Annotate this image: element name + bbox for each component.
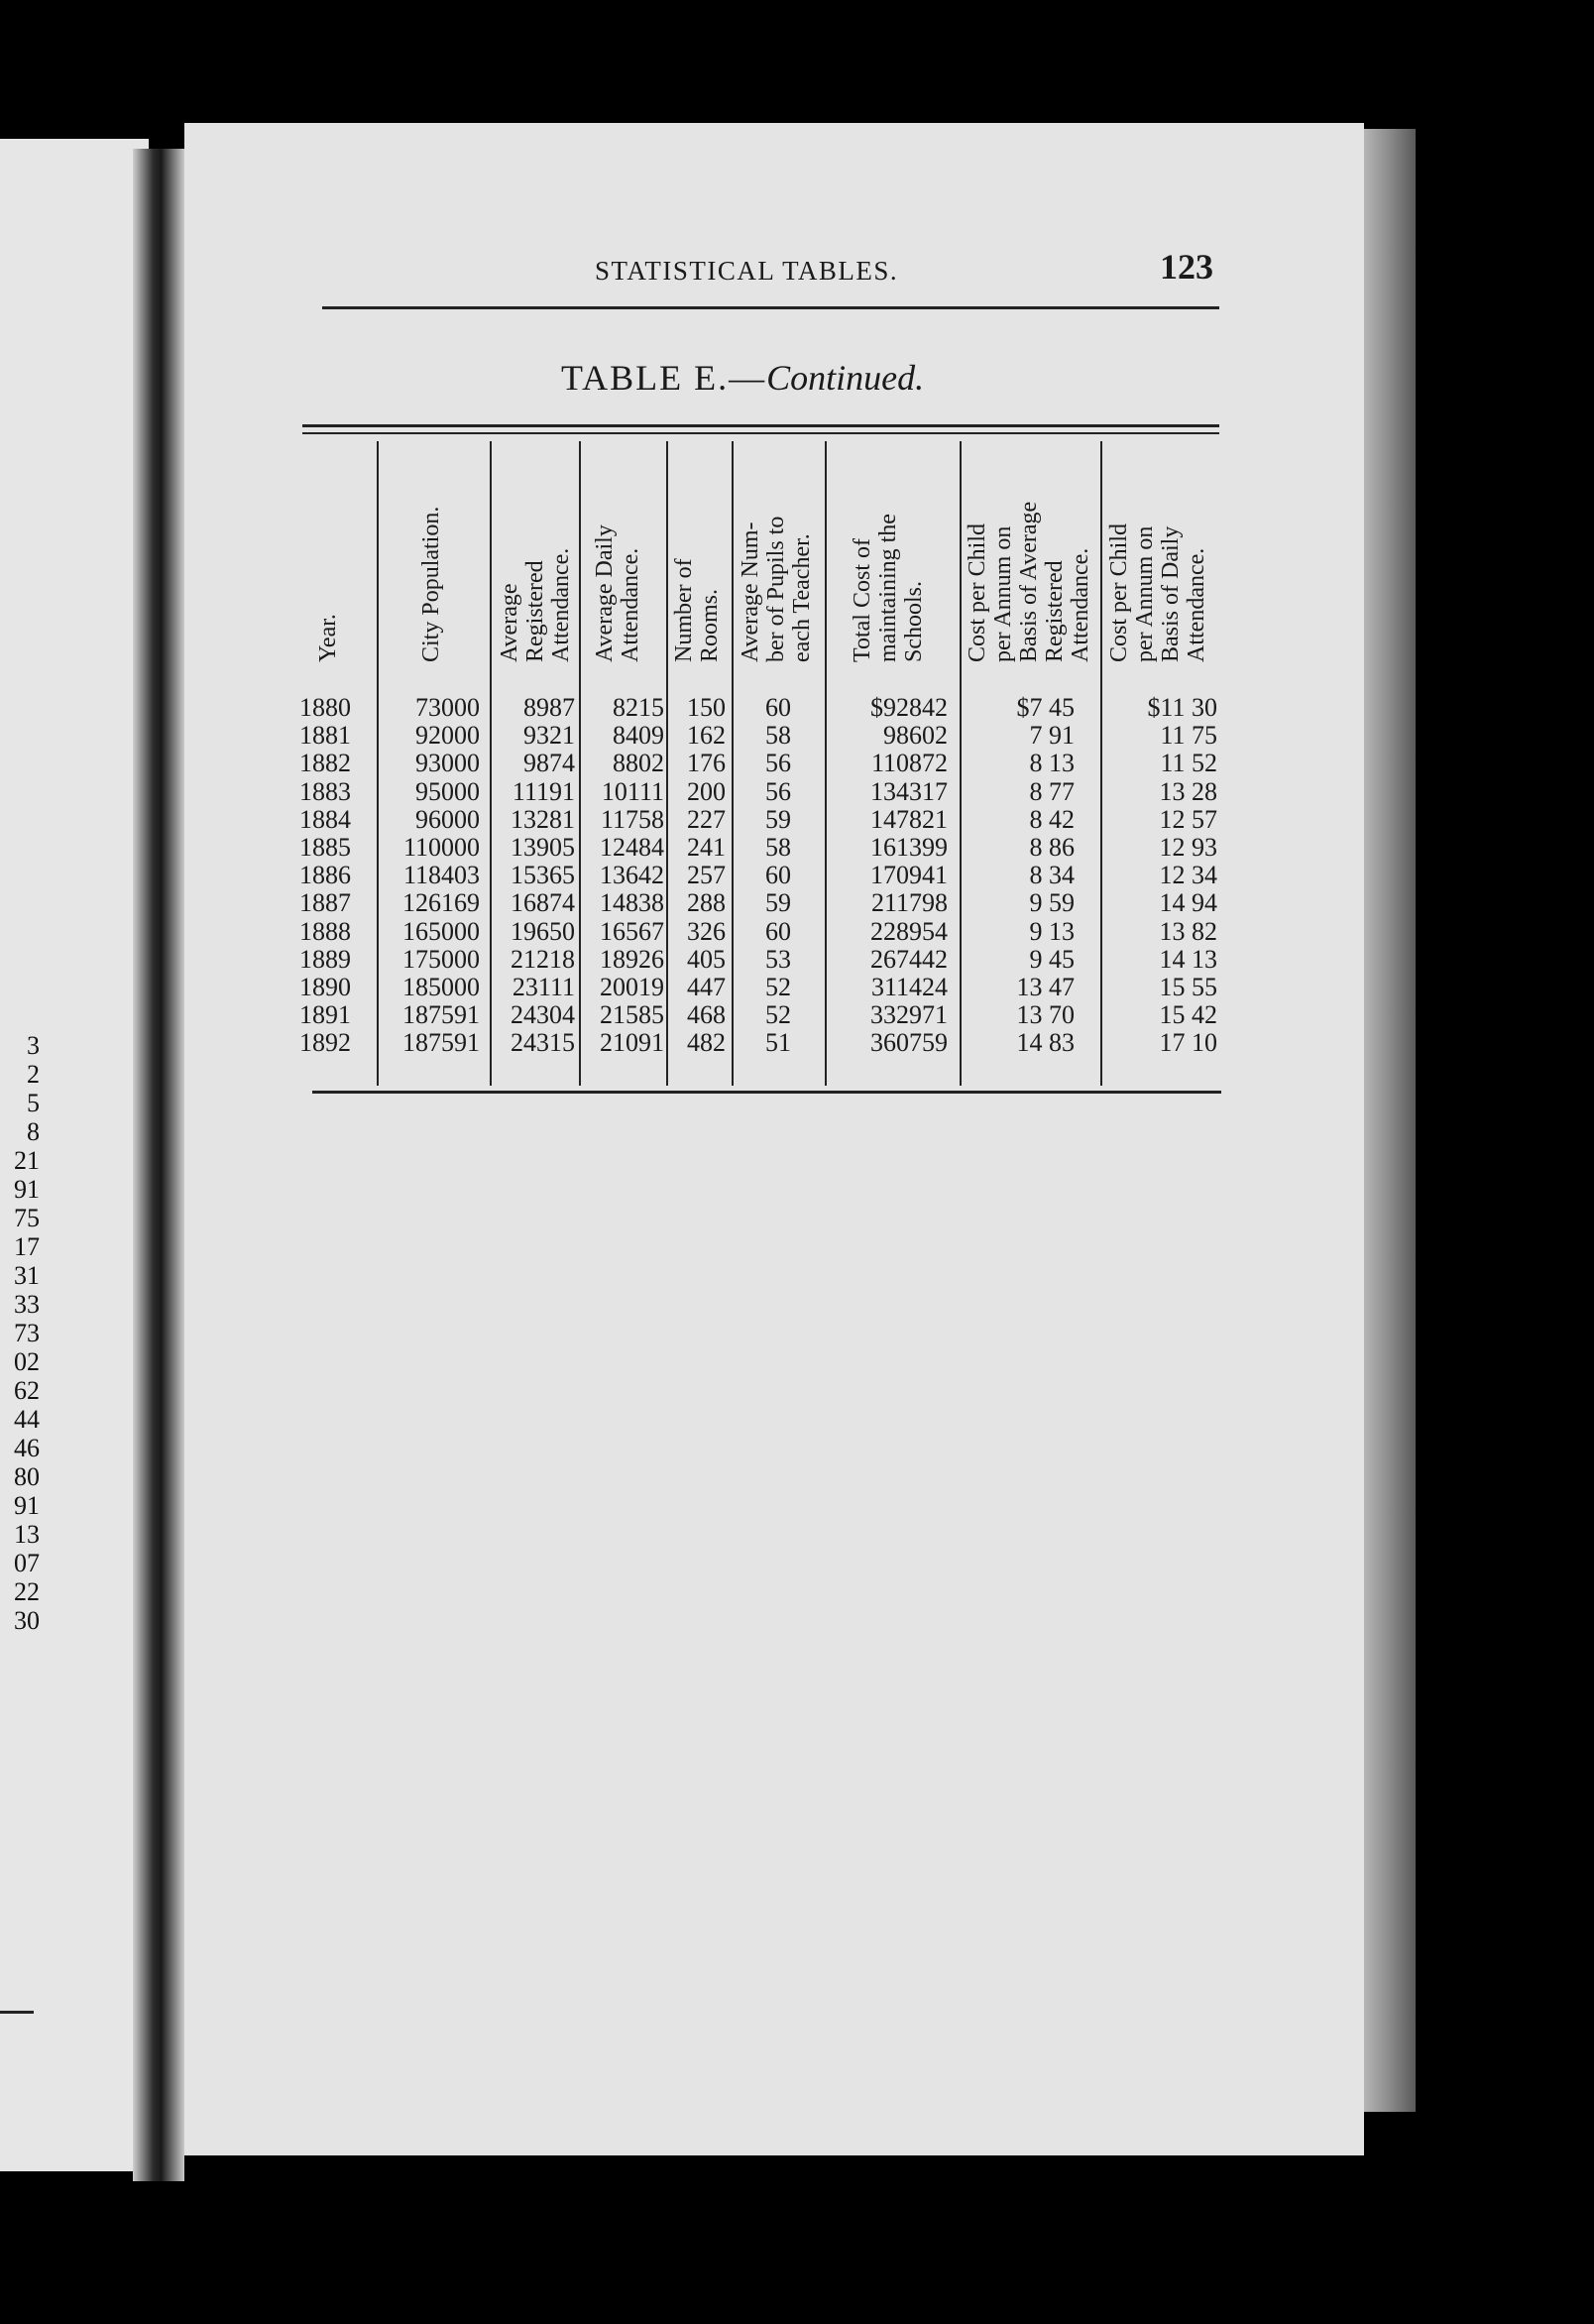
left-margin-number: 80 [14, 1462, 40, 1491]
table-cell: 1883 [299, 776, 351, 806]
table-cell: 21585 [600, 1000, 664, 1030]
left-margin-number: 31 [14, 1261, 40, 1290]
table-cell: 18926 [600, 944, 664, 974]
col-city-population [383, 694, 480, 1057]
table-cell: 257 [687, 861, 726, 890]
table-cell: 1891 [299, 1000, 351, 1030]
left-margin-number: 07 [14, 1549, 40, 1577]
col-year [299, 694, 359, 1057]
header-rule [322, 306, 1219, 309]
table-cell: 326 [687, 916, 726, 946]
book-gutter [133, 149, 184, 2181]
table-cell: 175000 [402, 944, 480, 974]
running-head: STATISTICAL TABLES. [595, 256, 899, 286]
left-margin-number: 3 [27, 1031, 40, 1060]
table-cell: 185000 [402, 972, 480, 1001]
table-cell: 12484 [600, 832, 664, 862]
table-cell: 447 [687, 972, 726, 1001]
left-margin-number: 62 [14, 1376, 40, 1405]
table-cell: 10111 [601, 776, 664, 806]
table-cell: 13905 [511, 832, 575, 862]
table-cell: 73000 [415, 693, 480, 722]
table-cell: 53 [765, 944, 791, 974]
table-cell: 56 [765, 776, 791, 806]
table-cell: 11 52 [1160, 749, 1217, 778]
col-head-avg-registered: Average Registered Attendance. [497, 547, 574, 662]
col-head-total-cost: Total Cost of maintaining the Schools. [850, 514, 927, 662]
table-cell: $92842 [870, 693, 948, 722]
table-cell: 8 34 [1029, 861, 1075, 890]
table-cell: 1886 [299, 861, 351, 890]
table-cell: 11 75 [1160, 721, 1217, 751]
table-cell: 14 83 [1016, 1028, 1075, 1058]
table-cell: 8 42 [1029, 804, 1075, 834]
table-cell: 360759 [870, 1028, 948, 1058]
table-cell: 23111 [512, 972, 575, 1001]
table-top-rule-2 [302, 432, 1219, 434]
table-cell: 110872 [870, 749, 948, 778]
table-cell: 8987 [523, 693, 575, 722]
table-cell: 211798 [870, 888, 948, 918]
table-cell: 8 77 [1029, 776, 1075, 806]
left-margin-number: 73 [14, 1319, 40, 1347]
table-cell: 1888 [299, 916, 351, 946]
table-cell: 1881 [299, 721, 351, 751]
col-head-pupils-per-teacher: Average Num- ber of Pupils to each Teacher. [738, 516, 815, 662]
left-margin-number: 8 [27, 1117, 40, 1146]
table-cell: 1885 [299, 832, 351, 862]
table-cell: 21218 [511, 944, 575, 974]
table-cell: 19650 [511, 916, 575, 946]
left-page [0, 139, 149, 2171]
table-cell: 15365 [511, 861, 575, 890]
table-cell: 126169 [402, 888, 480, 918]
col-avg-daily [583, 694, 664, 1057]
table-cell: 118403 [402, 861, 480, 890]
table-cell: 187591 [402, 1028, 480, 1058]
left-margin-number: 91 [14, 1175, 40, 1204]
column-divider [490, 441, 492, 1086]
left-margin-number: 91 [14, 1491, 40, 1520]
table-cell: 150 [687, 693, 726, 722]
table-cell: 15 42 [1159, 1000, 1217, 1030]
left-margin-number: 44 [14, 1405, 40, 1434]
table-cell: 96000 [415, 804, 480, 834]
left-margin-number: 75 [14, 1204, 40, 1232]
page-edge [1364, 129, 1416, 2112]
table-cell: 468 [687, 1000, 726, 1030]
column-divider [377, 441, 379, 1086]
table-cell: 227 [687, 804, 726, 834]
table-cell: 12 93 [1159, 832, 1217, 862]
table-cell: 1892 [299, 1028, 351, 1058]
table-cell: 12 34 [1159, 861, 1217, 890]
table-cell: 9321 [523, 721, 575, 751]
table-cell: 21091 [600, 1028, 664, 1058]
page-number: 123 [1160, 247, 1213, 287]
table-cell: 1882 [299, 749, 351, 778]
table-cell: 52 [765, 1000, 791, 1030]
left-page-rule [0, 2011, 34, 2014]
table-cell: 200 [687, 776, 726, 806]
table-cell: 56 [765, 749, 791, 778]
table-cell: 1880 [299, 693, 351, 722]
table-cell: 58 [765, 721, 791, 751]
column-divider [579, 441, 581, 1086]
col-cost-registered [964, 694, 1075, 1057]
table-cell: 8215 [613, 693, 664, 722]
left-margin-number: 33 [14, 1290, 40, 1319]
table-cell: 11758 [600, 804, 664, 834]
table-cell: 147821 [870, 804, 948, 834]
table-cell: 176 [687, 749, 726, 778]
table-cell: 8802 [613, 749, 664, 778]
table-cell: 13642 [600, 861, 664, 890]
table-cell: 59 [765, 888, 791, 918]
table-cell: 13 28 [1159, 776, 1217, 806]
table-cell: 9874 [523, 749, 575, 778]
table-cell: 60 [765, 861, 791, 890]
column-divider [960, 441, 962, 1086]
table-bottom-rule [312, 1091, 1221, 1094]
left-margin-number: 22 [14, 1577, 40, 1606]
table-cell: 24315 [511, 1028, 575, 1058]
table-cell: 1887 [299, 888, 351, 918]
table-cell: 14 13 [1159, 944, 1217, 974]
table-cell: 9 59 [1029, 888, 1075, 918]
table-cell: 162 [687, 721, 726, 751]
table-cell: 241 [687, 832, 726, 862]
table-cell: $11 30 [1147, 693, 1217, 722]
table-cell: 228954 [870, 916, 948, 946]
left-margin-number: 02 [14, 1347, 40, 1376]
table-cell: 12 57 [1159, 804, 1217, 834]
table-cell: 405 [687, 944, 726, 974]
table-title-main: TABLE E.— [561, 358, 767, 398]
col-cost-daily [1104, 694, 1217, 1057]
column-divider [732, 441, 734, 1086]
table-cell: 110000 [402, 832, 480, 862]
col-avg-registered [494, 694, 575, 1057]
table-cell: 60 [765, 693, 791, 722]
left-margin-number: 30 [14, 1606, 40, 1635]
table-cell: 14838 [600, 888, 664, 918]
table-cell: 8 13 [1029, 749, 1075, 778]
table-cell: 9 45 [1029, 944, 1075, 974]
left-margin-number: 21 [14, 1146, 40, 1175]
table-cell: 98602 [883, 721, 948, 751]
table-cell: 93000 [415, 749, 480, 778]
left-margin-number: 17 [14, 1232, 40, 1261]
table-cell: 58 [765, 832, 791, 862]
col-head-city-population: City Population. [418, 506, 444, 662]
table-title [561, 357, 924, 399]
table-cell: 8409 [613, 721, 664, 751]
table-cell: 92000 [415, 721, 480, 751]
table-cell: 187591 [402, 1000, 480, 1030]
table-cell: 1890 [299, 972, 351, 1001]
column-divider [1100, 441, 1102, 1086]
table-cell: 161399 [870, 832, 948, 862]
table-cell: 267442 [870, 944, 948, 974]
table-cell: 311424 [870, 972, 948, 1001]
right-page [184, 123, 1364, 2155]
left-margin-number: 13 [14, 1520, 40, 1549]
col-head-year: Year. [315, 614, 341, 662]
table-cell: 14 94 [1159, 888, 1217, 918]
left-margin-number: 2 [27, 1060, 40, 1089]
table-cell: $7 45 [1016, 693, 1075, 722]
table-cell: 20019 [600, 972, 664, 1001]
table-cell: 51 [765, 1028, 791, 1058]
table-cell: 52 [765, 972, 791, 1001]
table-cell: 288 [687, 888, 726, 918]
table-cell: 482 [687, 1028, 726, 1058]
table-cell: 165000 [402, 916, 480, 946]
column-divider [825, 441, 827, 1086]
col-total-cost [829, 694, 948, 1057]
table-cell: 95000 [415, 776, 480, 806]
table-cell: 59 [765, 804, 791, 834]
table-cell: 11191 [512, 776, 575, 806]
col-head-cost-registered: Cost per Child per Annum on Basis of Average Registered Attendance. [965, 501, 1093, 662]
table-cell: 1889 [299, 944, 351, 974]
table-cell: 1884 [299, 804, 351, 834]
table-cell: 15 55 [1159, 972, 1217, 1001]
table-cell: 13 70 [1016, 1000, 1075, 1030]
col-head-cost-daily: Cost per Child per Annum on Basis of Daily Attendance. [1106, 523, 1209, 662]
table-cell: 17 10 [1159, 1028, 1217, 1058]
table-cell: 7 91 [1029, 721, 1075, 751]
col-head-avg-daily: Average Daily Attendance. [592, 524, 643, 662]
table-cell: 24304 [511, 1000, 575, 1030]
table-cell: 13 82 [1159, 916, 1217, 946]
table-cell: 16874 [511, 888, 575, 918]
table-cell: 60 [765, 916, 791, 946]
col-head-rooms: Number of Rooms. [671, 558, 723, 662]
col-pupils-per-teacher [736, 694, 821, 1057]
table-cell: 13 47 [1016, 972, 1075, 1001]
table-title-italic: Continued. [766, 358, 925, 398]
table-cell: 8 86 [1029, 832, 1075, 862]
table-cell: 13281 [511, 804, 575, 834]
table-cell: 9 13 [1029, 916, 1075, 946]
left-page-margin-numbers [0, 1031, 40, 1635]
table-cell: 16567 [600, 916, 664, 946]
col-rooms [670, 694, 726, 1057]
table-cell: 134317 [870, 776, 948, 806]
left-margin-number: 46 [14, 1434, 40, 1462]
table-top-rule [302, 424, 1219, 427]
table-cell: 170941 [870, 861, 948, 890]
table-cell: 332971 [870, 1000, 948, 1030]
column-divider [666, 441, 668, 1086]
left-margin-number: 5 [27, 1089, 40, 1117]
